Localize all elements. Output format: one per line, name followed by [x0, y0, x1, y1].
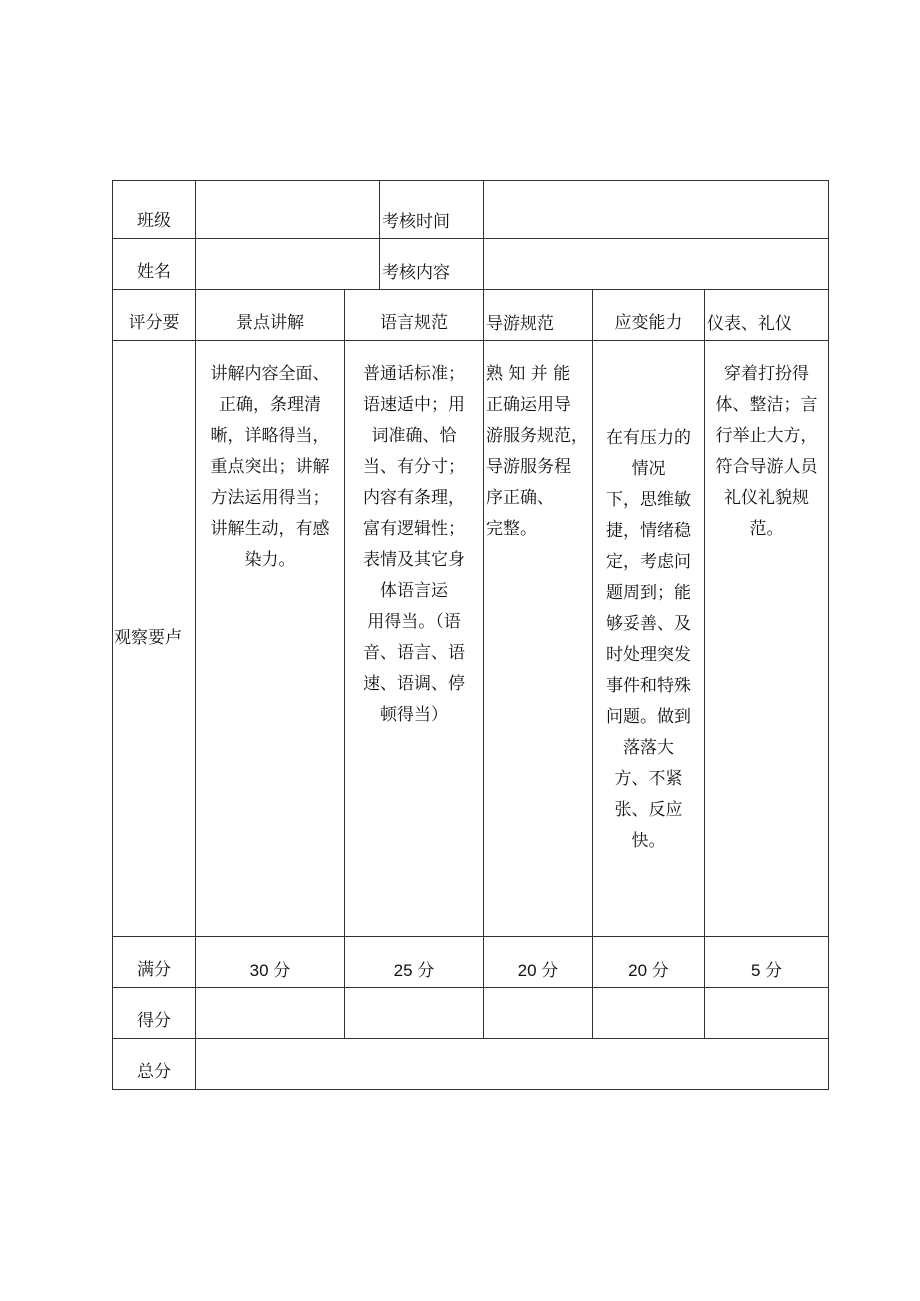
observation-row — [113, 341, 829, 937]
score-etiquette-cell[interactable] — [705, 988, 829, 1039]
full-marks-label: 满分 — [113, 937, 196, 988]
criteria-language: 语言规范 — [345, 290, 484, 341]
class-value-cell[interactable] — [196, 181, 380, 239]
time-label: 考核时间 — [380, 181, 484, 239]
content-label: 考核内容 — [380, 239, 484, 290]
time-value-cell[interactable] — [484, 181, 829, 239]
total-label: 总分 — [113, 1039, 196, 1090]
observation-label: 观察要卢 — [113, 341, 196, 937]
total-value-cell[interactable] — [196, 1039, 829, 1090]
name-value-cell[interactable] — [196, 239, 380, 290]
score-label: 得分 — [113, 988, 196, 1039]
content-value-cell[interactable] — [484, 239, 829, 290]
full-marks-row — [113, 937, 829, 988]
observation-scenic-explanation — [196, 341, 345, 937]
criteria-scenic-explanation: 景点讲解 — [196, 290, 345, 341]
criteria-guide-standard: 导游规范 — [484, 290, 593, 341]
observation-etiquette — [705, 341, 829, 937]
score-row — [113, 988, 829, 1039]
class-row — [113, 181, 829, 239]
observation-text: 熟 知 并 能 正确运用导 游服务规范， 导游服务程 序正确、 完整。 — [486, 364, 588, 539]
class-label: 班级 — [113, 181, 196, 239]
score-scenic-cell[interactable] — [196, 988, 345, 1039]
full-marks-etiquette: 5 分 — [705, 937, 829, 988]
full-marks-adaptability: 20 分 — [593, 937, 705, 988]
observation-guide-standard — [484, 341, 593, 937]
full-marks-guide: 20 分 — [484, 937, 593, 988]
name-row — [113, 239, 829, 290]
observation-text: 普通话标准； 语速适中；用 词准确、恰 当、有分寸； 内容有条理， 富有逻辑性； 表情及其它身 体语言运 用得当。（语 音、语言、语 速、语调、停 顿得当） — [363, 364, 465, 725]
criteria-adaptability: 应变能力 — [593, 290, 705, 341]
score-adaptability-cell[interactable] — [593, 988, 705, 1039]
observation-language — [345, 341, 484, 937]
score-language-cell[interactable] — [345, 988, 484, 1039]
criteria-etiquette: 仪表、礼仪 — [705, 290, 829, 341]
observation-adaptability — [593, 341, 705, 937]
full-marks-scenic: 30 分 — [196, 937, 345, 988]
observation-text: 讲解内容全面、 正确，条理清 晰，详略得当， 重点突出；讲解 方法运用得当； 讲解生动，有感 染力。 — [210, 364, 330, 570]
evaluation-table — [112, 180, 829, 1090]
total-row — [113, 1039, 829, 1090]
score-guide-cell[interactable] — [484, 988, 593, 1039]
observation-text: 穿着打扮得 体、整洁；言 行举止大方， 符合导游人员 礼仪礼貌规 范。 — [715, 364, 818, 539]
name-label: 姓名 — [113, 239, 196, 290]
observation-text: 在有压力的 情况 下，思维敏 捷，情绪稳 定，考虑问 题周到；能 够妥善、及 时处理突发 事件和特殊 问题。做到 落落大 方、不紧 张、反应 快。 — [606, 428, 691, 851]
criteria-label: 评分要 — [113, 290, 196, 341]
full-marks-language: 25 分 — [345, 937, 484, 988]
criteria-row — [113, 290, 829, 341]
